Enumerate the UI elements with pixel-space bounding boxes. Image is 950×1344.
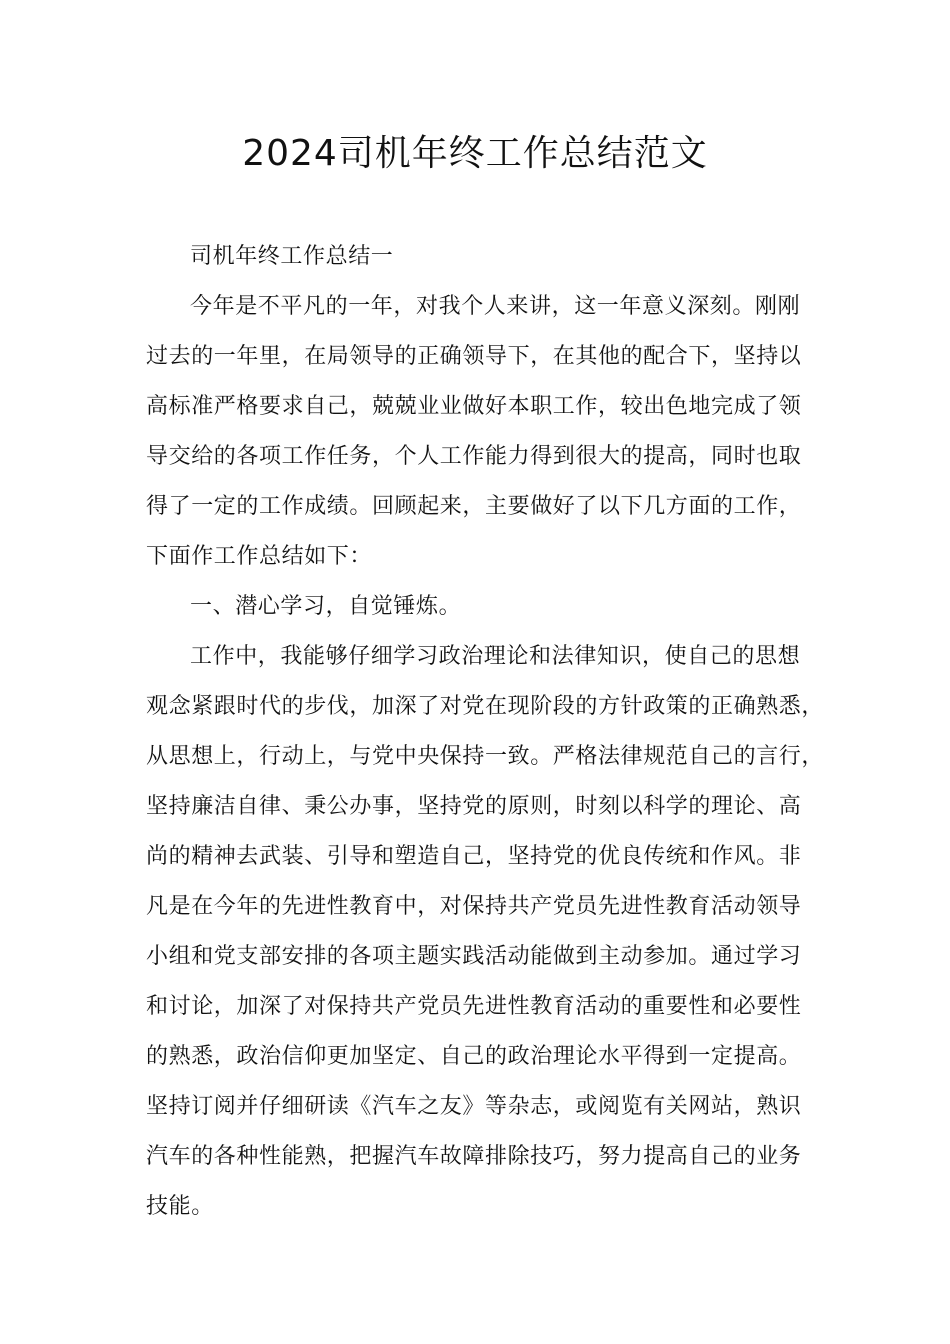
paragraph-line: 高标准严格要求自己，兢兢业业做好本职工作，较出色地完成了领 [146, 394, 802, 419]
paragraph-line: 的熟悉，政治信仰更加坚定、自己的政治理论水平得到一定提高。 [146, 1044, 802, 1069]
paragraph-line: 坚持廉洁自律、秉公办事，坚持党的原则，时刻以科学的理论、高 [146, 794, 802, 819]
paragraph-line: 今年是不平凡的一年，对我个人来讲，这一年意义深刻。刚刚 [190, 294, 801, 319]
paragraph-line: 导交给的各项工作任务，个人工作能力得到很大的提高，同时也取 [146, 444, 802, 469]
paragraph-line: 和讨论，加深了对保持共产党员先进性教育活动的重要性和必要性 [146, 994, 802, 1019]
document-body [146, 232, 838, 1232]
paragraph-line: 技能。 [146, 1194, 214, 1219]
document-title: 2024司机年终工作总结范文 [242, 133, 708, 174]
section-heading: 司机年终工作总结一 [190, 244, 394, 269]
paragraph-line: 小组和党支部安排的各项主题实践活动能做到主动参加。通过学习 [146, 944, 802, 969]
paragraph-line: 过去的一年里，在局领导的正确领导下，在其他的配合下，坚持以 [146, 344, 802, 369]
paragraph-line: 汽车的各种性能熟，把握汽车故障排除技巧，努力提高自己的业务 [146, 1144, 802, 1169]
paragraph-line: 尚的精神去武装、引导和塑造自己，坚持党的优良传统和作风。非 [146, 844, 802, 869]
paragraph-line: 观念紧跟时代的步伐，加深了对党在现阶段的方针政策的正确熟悉， [146, 694, 825, 719]
paragraph-line: 坚持订阅并仔细研读《汽车之友》等杂志，或阅览有关网站，熟识 [146, 1094, 802, 1119]
paragraph-line: 工作中，我能够仔细学习政治理论和法律知识，使自己的思想 [190, 644, 801, 669]
paragraph-line: 下面作工作总结如下： [146, 544, 373, 569]
subsection-heading: 一、潜心学习，自觉锤炼。 [190, 594, 462, 619]
paragraph-line: 从思想上，行动上，与党中央保持一致。严格法律规范自己的言行， [146, 744, 825, 769]
paragraph-line: 凡是在今年的先进性教育中，对保持共产党员先进性教育活动领导 [146, 894, 802, 919]
paragraph-line: 得了一定的工作成绩。回顾起来，主要做好了以下几方面的工作， [146, 494, 802, 519]
